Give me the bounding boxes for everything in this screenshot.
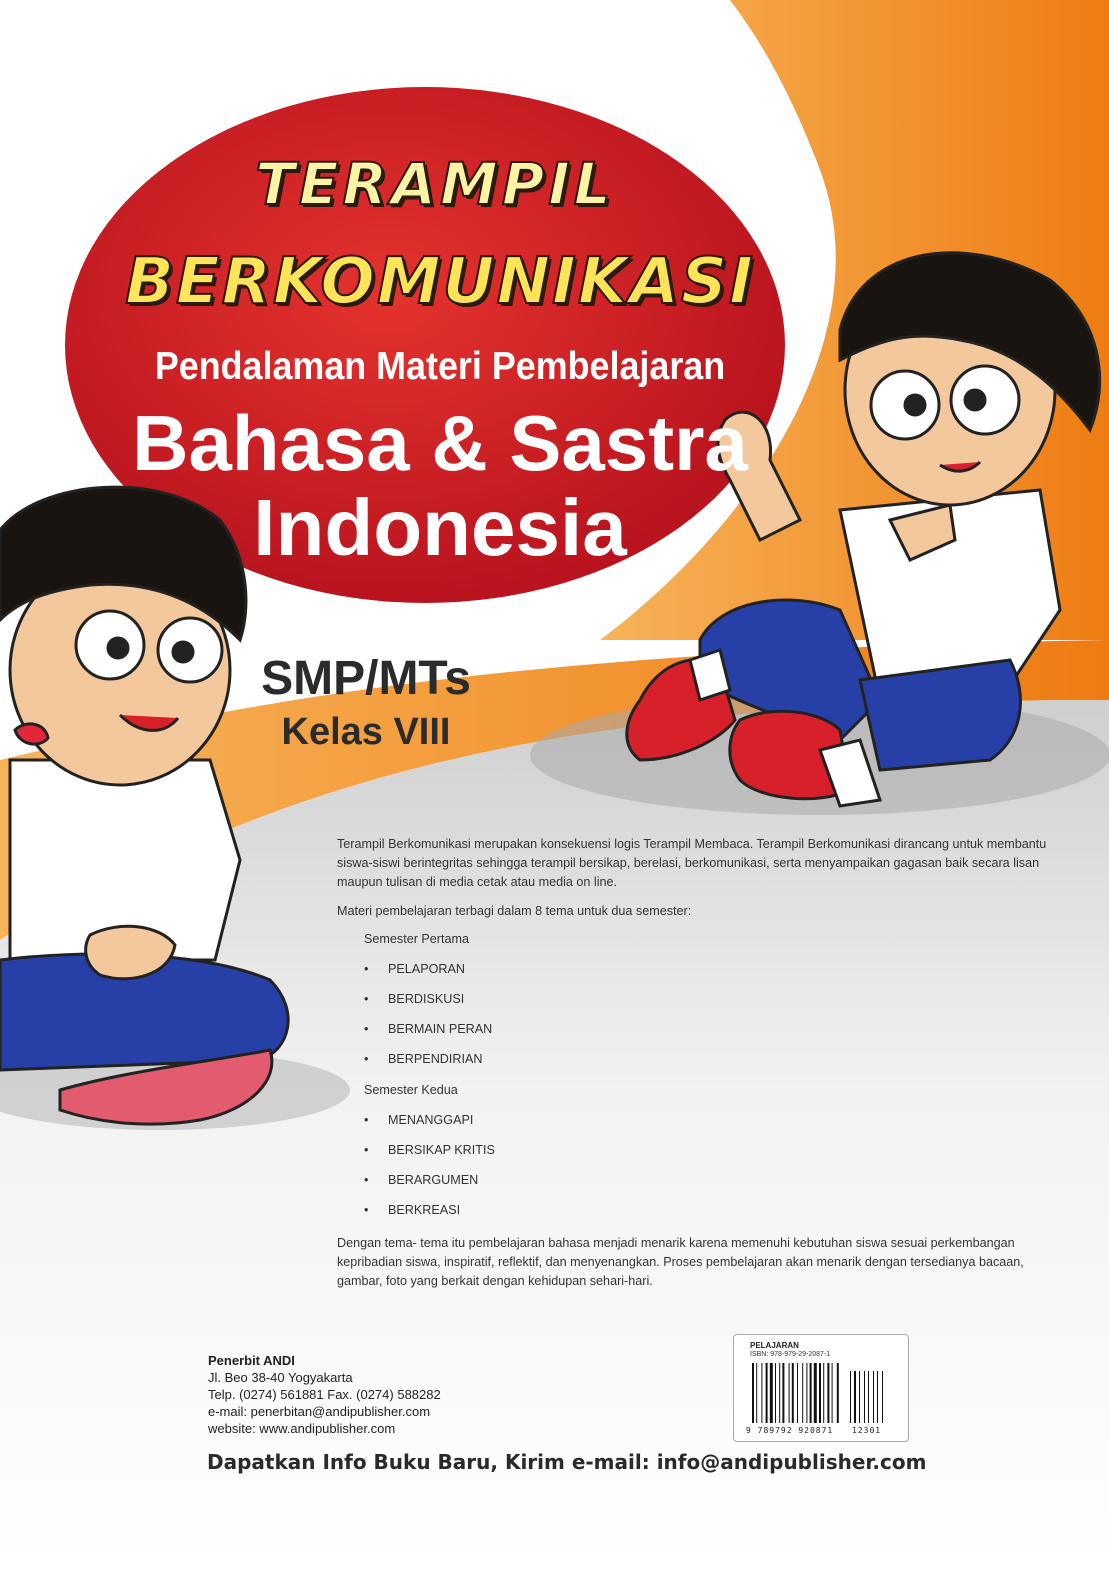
- topic-item: • BERDISKUSI: [364, 992, 465, 1006]
- barcode-digits: 9 789792 920871: [746, 1426, 834, 1435]
- semester-1-title: Semester Pertama: [364, 932, 469, 946]
- barcode-isbn: ISBN: 978-979-29-2087-1: [750, 1351, 831, 1358]
- barcode-category: PELAJARAN: [750, 1341, 799, 1350]
- title-terampil: TERAMPIL: [255, 150, 615, 218]
- topic-item: • PELAPORAN: [364, 962, 465, 976]
- publisher-website: website: www.andipublisher.com: [208, 1421, 396, 1436]
- topic-item: • BERKREASI: [364, 1203, 461, 1217]
- promo-line: Dapatkan Info Buku Baru, Kirim e-mail: info@andipublisher.com: [207, 1450, 927, 1474]
- subject-line-1: Bahasa & Sastra: [132, 399, 748, 487]
- publisher-phone: Telp. (0274) 561881 Fax. (0274) 588282: [208, 1387, 441, 1402]
- topic-item: • BERPENDIRIAN: [364, 1052, 483, 1066]
- topic-item: • BERSIKAP KRITIS: [364, 1143, 495, 1157]
- title-berkomunikasi: BERKOMUNIKASI: [125, 245, 755, 319]
- publisher-info: [208, 1352, 441, 1437]
- publisher-address: Jl. Beo 38-40 Yogyakarta: [208, 1370, 353, 1385]
- subtitle: Pendalaman Materi Pembelajaran: [154, 345, 726, 388]
- subject-line-2: Indonesia: [253, 483, 627, 572]
- topic-item: • BERMAIN PERAN: [364, 1022, 493, 1036]
- semester-2-title: Semester Kedua: [364, 1083, 458, 1097]
- grade-label: Kelas VIII: [281, 711, 451, 753]
- isbn-barcode: [733, 1334, 909, 1442]
- intro-paragraph: Terampil Berkomunikasi merupakan konsekuensi logis Terampil Membaca. Terampil Berkomunikasi dirancang untuk membantu siswa-siswi berintegritas sehingga terampil bersikap, berelasi, berkomunikasi, serta menyampaikan gagasan baik secara lisan maupun tulisan di media cetak atau media on line.: [337, 837, 1047, 889]
- topic-item: • MENANGGAPI: [364, 1113, 474, 1127]
- school-level: SMP/MTs: [261, 652, 471, 705]
- topic-item: • BERARGUMEN: [364, 1173, 479, 1187]
- publisher-name: Penerbit ANDI: [208, 1353, 295, 1368]
- closing-paragraph: Dengan tema- tema itu pembelajaran bahasa menjadi menarik karena memenuhi kebutuhan siswa sesuai perkembangan kepribadian siswa, inspiratif, reflektif, dan menyenangkan. Proses pembelajaran akan menarik dengan tersedianya bacaan, gambar, foto yang berkait dengan kehidupan sehari-hari.: [337, 1236, 1024, 1288]
- barcode-addon: 12301: [852, 1426, 882, 1435]
- publisher-email: e-mail: penerbitan@andipublisher.com: [208, 1404, 431, 1419]
- materi-paragraph: Materi pembelajaran terbagi dalam 8 tema untuk dua semester:: [337, 904, 692, 918]
